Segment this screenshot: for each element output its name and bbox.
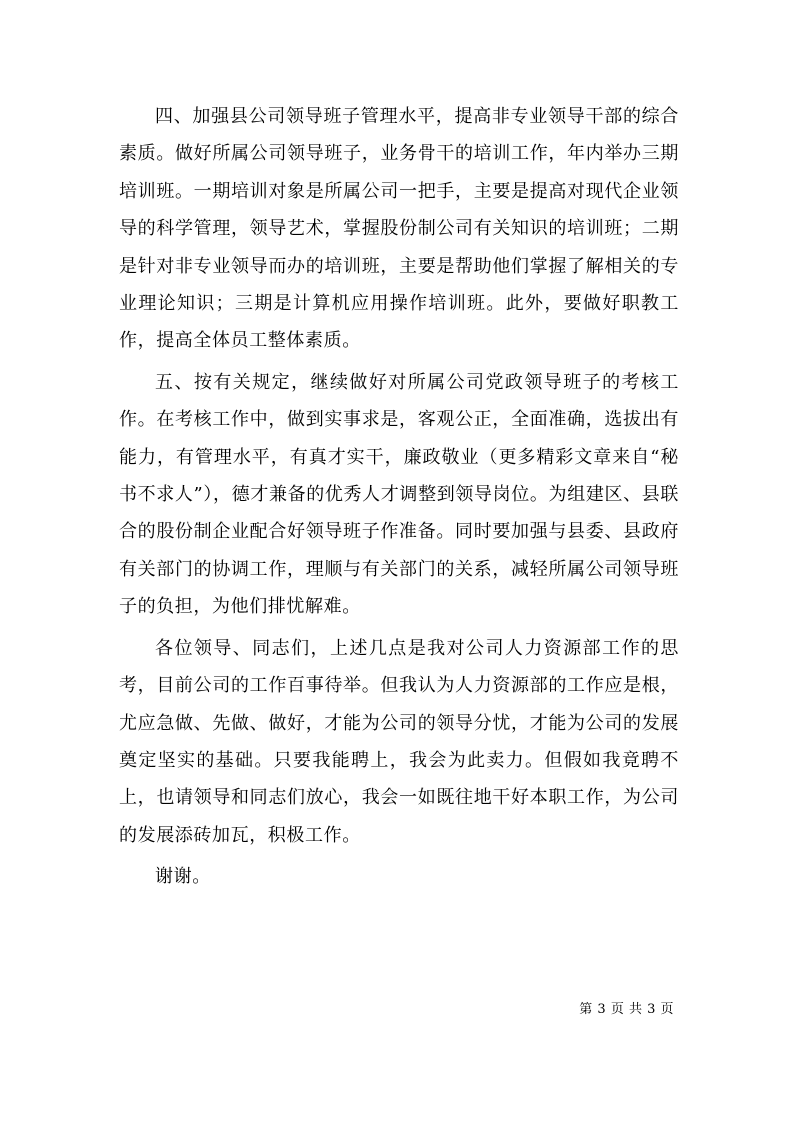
paragraph-thanks: 谢谢。 — [155, 866, 211, 888]
paragraph-leadership-training: 四、加强县公司领导班子管理水平，提高非专业领导干部的综合素质。做好所属公司领导班子，业务骨干的培训工作，年内举办三期培训班。一期培训对象是所属公司一把手，主要是提高对现代企业领导的科学管理，领导艺术，掌握股份制公司有关知识的培训班；二期是针对非专业领导而办的培训班，主要是帮助他们掌握了解相关的专业理论知识；三期是计算机应用操作培训班。此外，要做好职教工作，提高全体员工整体素质。 — [119, 106, 679, 352]
paragraph-closing-remarks: 各位领导、同志们，上述几点是我对公司人力资源部工作的思考，目前公司的工作百事待举。但我认为人力资源部的工作应是根，尤应急做、先做、做好，才能为公司的领导分忧，才能为公司的发展奠定坚实的基础。只要我能聘上，我会为此卖力。但假如我竟聘不上，也请领导和同志们放心，我会一如既往地干好本职工作，为公司的发展添砖加瓦，积极工作。 — [119, 637, 679, 846]
document-body — [119, 98, 679, 896]
paragraph-assessment: 五、按有关规定，继续做好对所属公司党政领导班子的考核工作。在考核工作中，做到实事求是，客观公正，全面准确，选拔出有能力，有管理水平，有真才实干，廉政敬业（更多精彩文章来自“秘书不求人”），德才兼备的优秀人才调整到领导岗位。为组建区、县联合的股份制企业配合好领导班子作准备。同时要加强与县委、县政府有关部门的协调工作，理顺与有关部门的关系，减轻所属公司领导班子的负担，为他们排忧解难。 — [119, 371, 679, 618]
page-number: 第 3 页 共 3 页 — [579, 1002, 674, 1017]
